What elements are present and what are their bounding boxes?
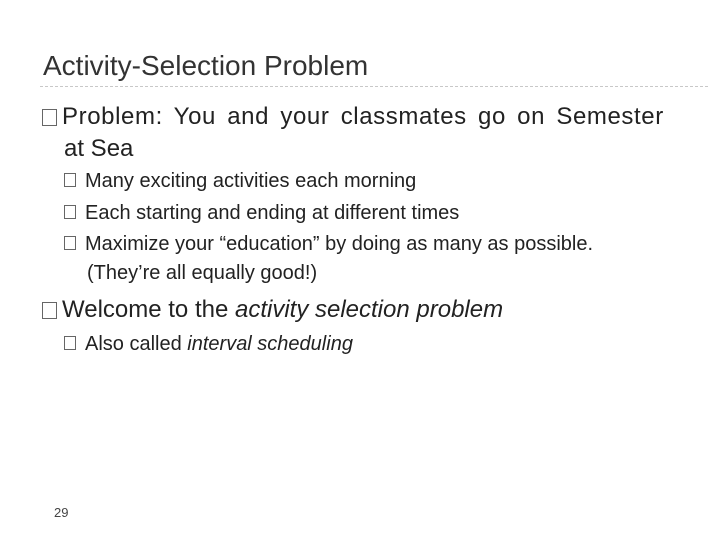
sub-bullet-text: Each starting and ending at different times — [85, 202, 460, 224]
bullet-text: Problem: You and your classmates go on Semester — [62, 103, 664, 130]
bullet-text-plain: Welcome to the — [62, 296, 235, 323]
square-bullet-icon — [64, 205, 76, 219]
slide-title: Activity-Selection Problem — [43, 50, 369, 81]
sub-bullet-text: Maximize your “education” by doing as many as possible. — [85, 233, 594, 255]
sub-bullet-maximize-continuation: (They’re all equally good!) — [87, 262, 318, 284]
sub-bullet-maximize — [64, 230, 593, 259]
bullet-welcome — [42, 294, 503, 326]
bullet-problem — [42, 101, 664, 133]
sub-bullet-times — [64, 199, 459, 228]
title-divider — [40, 86, 708, 87]
sub-bullet-text: Many exciting activities each morning — [85, 170, 417, 192]
square-bullet-icon — [42, 109, 57, 126]
square-bullet-icon — [64, 236, 76, 250]
sub-bullet-text-plain: Also called — [85, 333, 188, 355]
sub-bullet-text-emphasis: interval scheduling — [187, 333, 353, 355]
bullet-problem-continuation: at Sea — [64, 135, 134, 162]
square-bullet-icon — [64, 173, 76, 187]
square-bullet-icon — [64, 336, 76, 350]
page-number: 29 — [54, 505, 69, 520]
sub-bullet-activities — [64, 167, 416, 196]
square-bullet-icon — [42, 302, 57, 319]
sub-bullet-interval — [64, 330, 353, 359]
bullet-text-emphasis: activity selection problem — [234, 296, 504, 323]
